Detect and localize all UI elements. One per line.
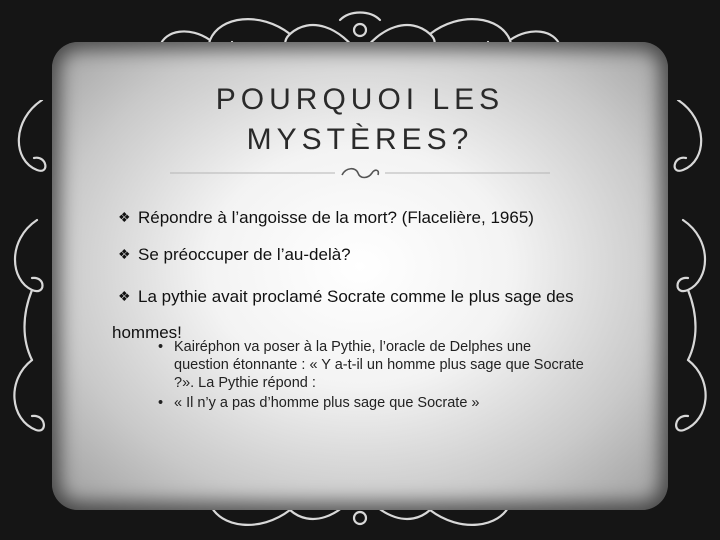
diamond-bullet-icon: ❖	[118, 246, 131, 262]
sub-bullet-2-text: « Il n’y a pas d’homme plus sage que Socrate »	[174, 395, 480, 411]
bullet-3-text: La pythie avait proclamé Socrate comme le plus sage des	[138, 287, 574, 306]
bullet-3-continuation: hommes!	[112, 323, 182, 342]
sub-bullet-1	[158, 338, 588, 392]
sub-bullet-2	[158, 394, 588, 412]
sub-bullet-dot: •	[158, 339, 164, 355]
title-line-1: POURQUOI LES	[215, 83, 505, 116]
diamond-bullet-icon: ❖	[118, 288, 131, 304]
sub-bullet-dot: •	[158, 395, 164, 411]
slide-title	[130, 80, 590, 160]
title-line-2: MYSTÈRES?	[246, 123, 474, 156]
bullet-1	[118, 206, 534, 229]
bullet-2	[118, 243, 351, 266]
diamond-bullet-icon: ❖	[118, 209, 131, 225]
left-scroll-ornament-icon	[2, 100, 52, 450]
bullet-2-text: Se préoccuper de l’au-delà?	[138, 245, 351, 264]
bullet-1-text: Répondre à l’angoisse de la mort? (Flacelière, 1965)	[138, 208, 534, 227]
sub-bullet-1-text: Kairéphon va poser à la Pythie, l’oracle de Delphes une question étonnante : « Y a-t-il un homme plus sage que Socrate ?». La Pythie répond :	[174, 339, 584, 391]
right-scroll-ornament-icon	[668, 100, 718, 450]
title-flourish-divider-icon	[170, 163, 550, 183]
sub-bullet-list	[158, 338, 588, 414]
